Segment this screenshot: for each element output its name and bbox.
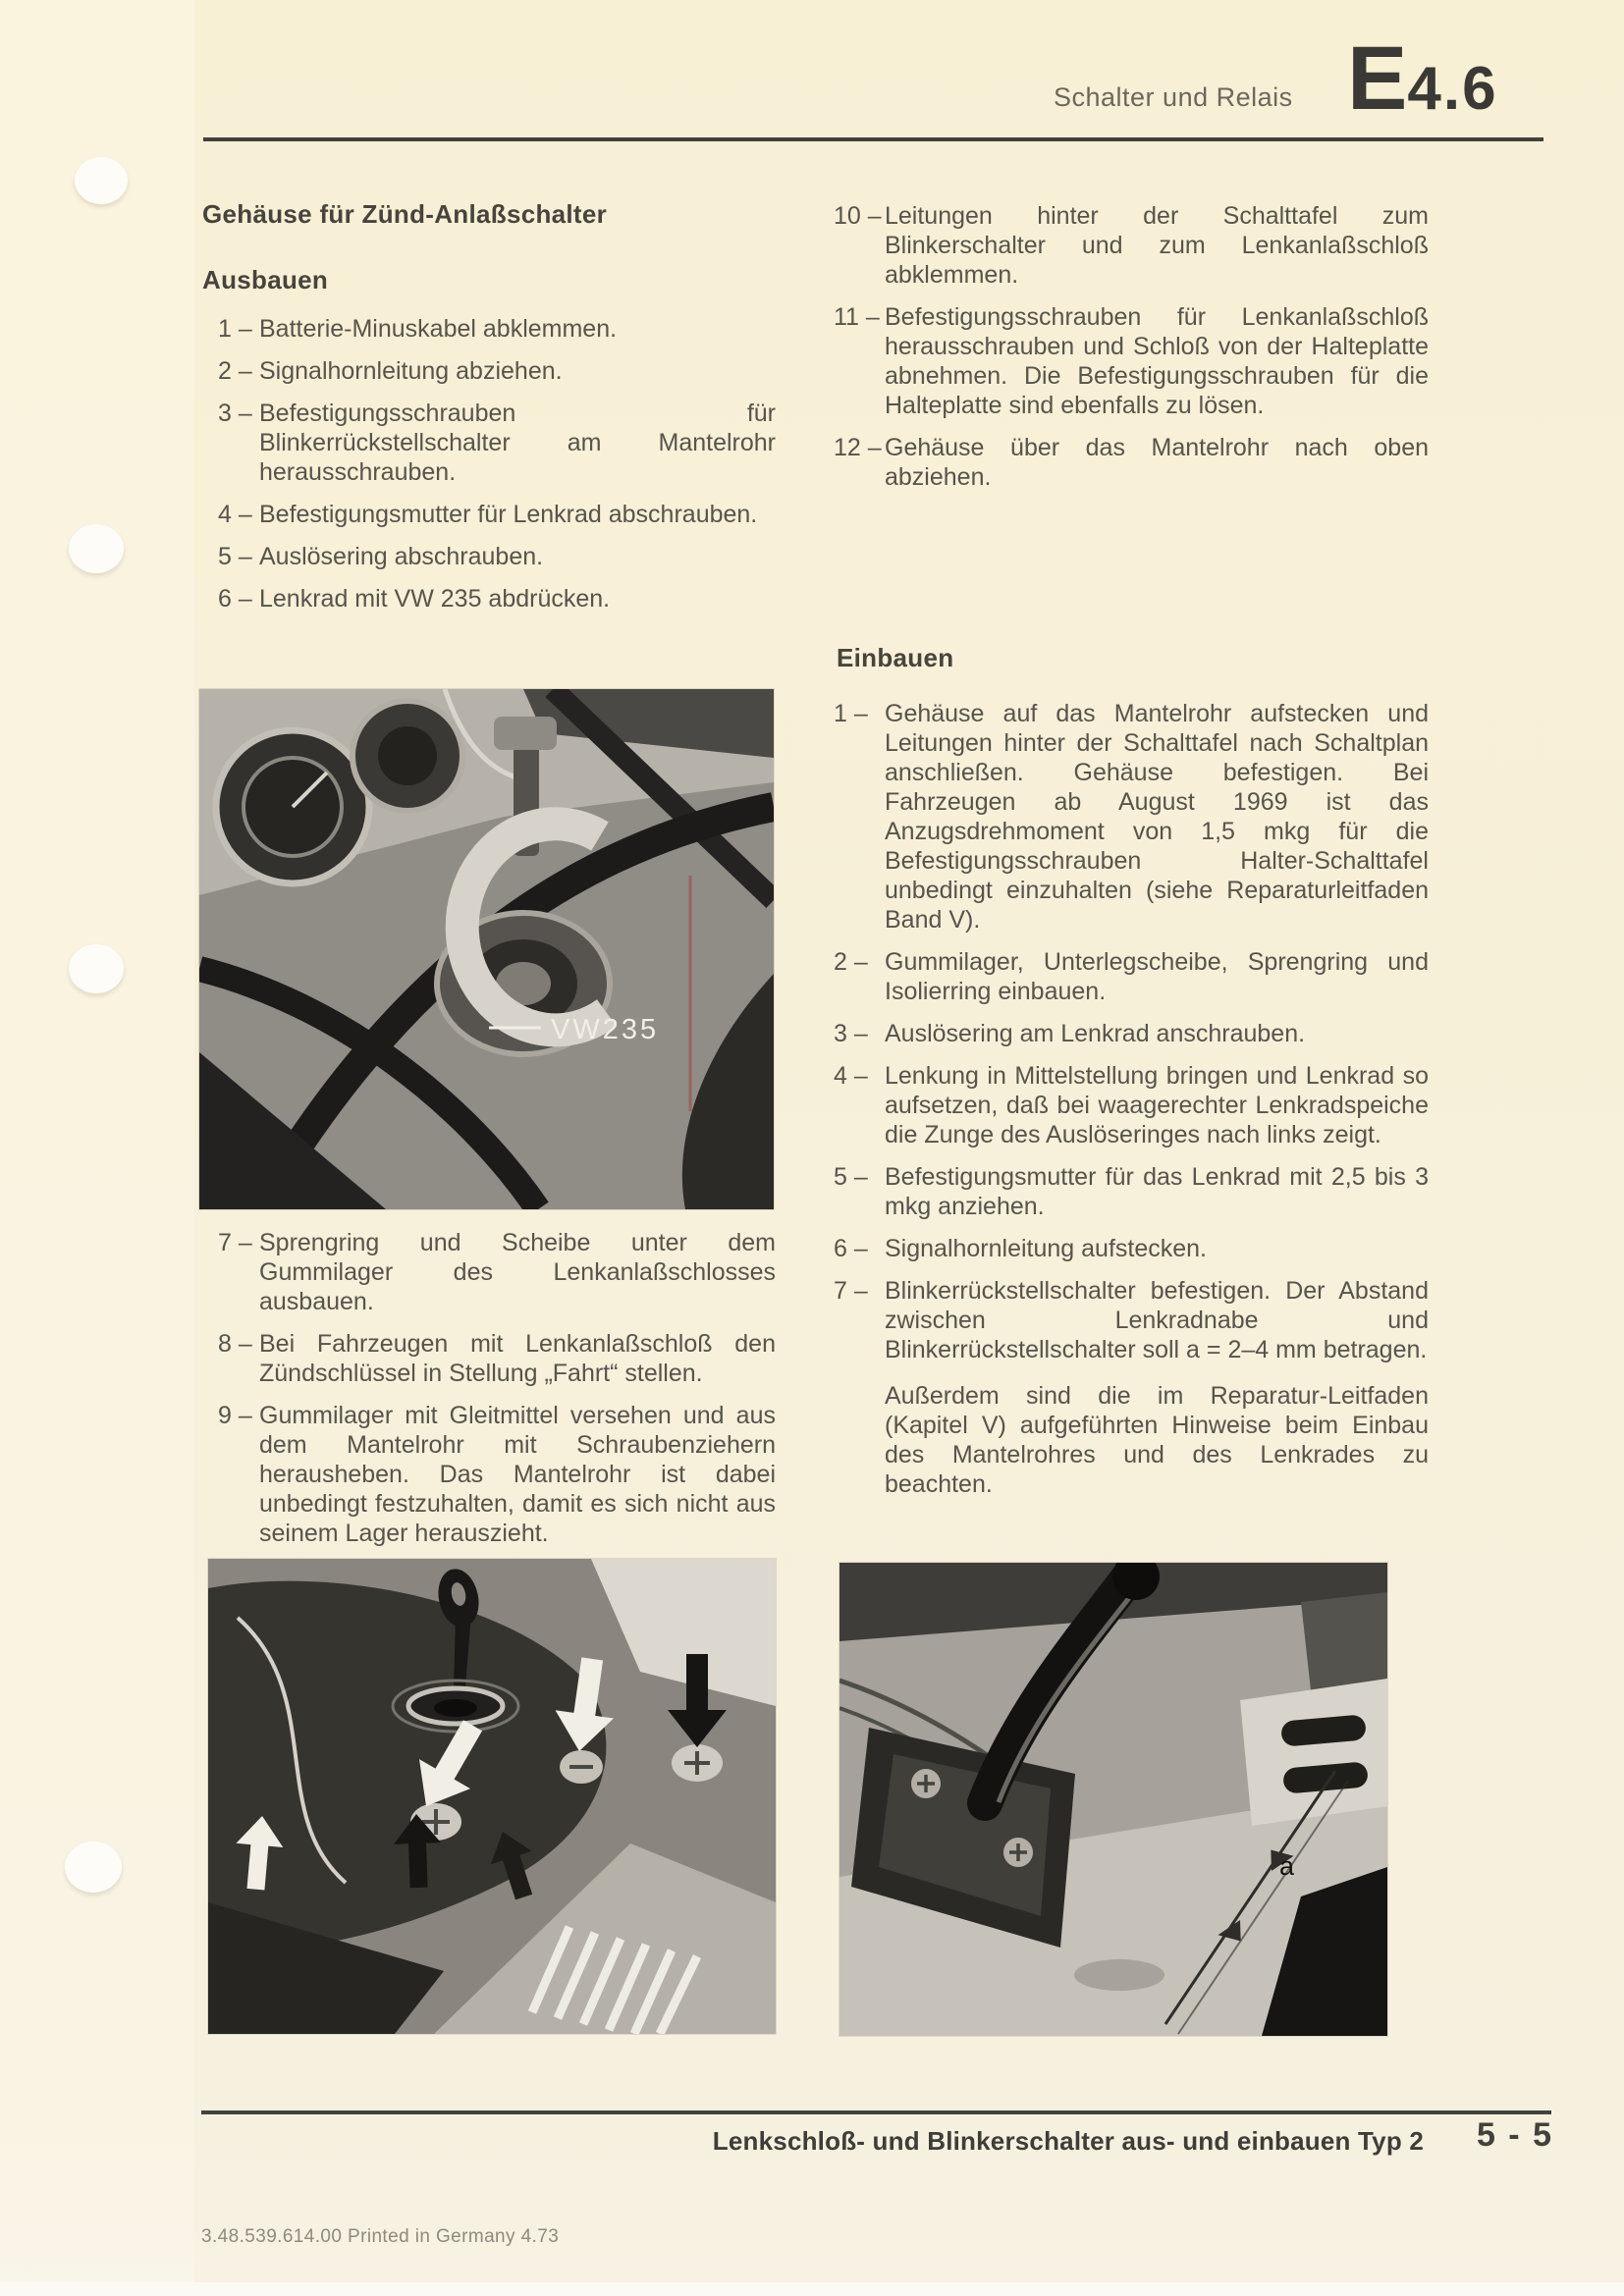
step-text: Signalhornleitung abziehen. <box>259 357 563 385</box>
page-number: 5 - 5 <box>1476 2116 1553 2154</box>
install-note: Außerdem sind die im Reparatur-Leitfaden (Kapitel V) aufgeführten Hinweise beim Einbau des Mantelrohres und des Lenkrades zu beachten. <box>885 1382 1429 1498</box>
step-item <box>834 201 1429 290</box>
step-number: 6 – <box>218 585 252 613</box>
photo-ignition-lock-screws-svg <box>208 1559 776 2034</box>
tool-number-label: VW235 <box>551 1014 660 1045</box>
step-text: Befestigungsschrauben für Blinkerrückstellschalter am Mantelrohr herausschrauben. <box>259 400 776 486</box>
step-text: Leitungen hinter der Schalttafel zum Blinkerschalter und zum Lenkanlaßschloß abklemmen. <box>885 202 1429 289</box>
step-item <box>834 1162 1429 1221</box>
header-rule <box>203 137 1543 141</box>
removal-steps-1-6 <box>202 314 776 626</box>
step-item <box>834 1276 1429 1364</box>
step-number: 3 – <box>218 400 252 427</box>
step-item <box>218 1401 776 1548</box>
step-text: Lenkrad mit VW 235 abdrücken. <box>259 585 611 613</box>
install-steps <box>834 699 1429 1499</box>
step-number: 6 – <box>834 1235 868 1262</box>
step-text: Sprengring und Scheibe unter dem Gummilager des Lenkanlaßschlosses ausbauen. <box>259 1229 776 1315</box>
step-item <box>834 947 1429 1006</box>
punch-hole <box>69 524 124 573</box>
step-item <box>218 399 776 487</box>
step-item <box>218 542 776 571</box>
step-text: Batterie-Minuskabel abklemmen. <box>259 315 618 343</box>
chapter-letter: E <box>1347 28 1408 129</box>
chapter-number: 4.6 <box>1407 55 1498 123</box>
punch-hole <box>69 944 124 993</box>
step-item <box>218 1228 776 1316</box>
step-text: Signalhornleitung aufstecken. <box>885 1235 1208 1262</box>
step-number: 1 – <box>834 700 868 727</box>
step-number: 8 – <box>218 1330 252 1358</box>
step-text: Befestigungsmutter für Lenkrad abschrauben. <box>259 501 758 528</box>
step-number: 1 – <box>218 315 252 343</box>
scan-edge <box>0 2282 1624 2296</box>
step-text: Befestigungsschrauben für Lenkanlaßschloß herausschrauben und Schloß von der Halteplatte abnehmen. Die Befestigungsschrauben für die Halteplatte sind ebenfalls zu lösen. <box>885 303 1429 419</box>
step-number: 4 – <box>834 1062 868 1090</box>
removal-steps-7-9 <box>202 1228 776 1561</box>
step-item <box>218 314 776 344</box>
step-text: Befestigungsmutter für das Lenkrad mit 2,5 bis 3 mkg anziehen. <box>885 1163 1429 1220</box>
step-item <box>834 1061 1429 1149</box>
step-item <box>834 1234 1429 1263</box>
step-item <box>218 500 776 529</box>
step-number: 7 – <box>218 1229 252 1256</box>
step-number: 9 – <box>218 1402 252 1429</box>
step-text: Auslösering am Lenkrad anschrauben. <box>885 1020 1306 1047</box>
step-number: 5 – <box>834 1163 868 1191</box>
step-number: 2 – <box>834 948 868 976</box>
step-text: Gehäuse über das Mantelrohr nach oben abziehen. <box>885 434 1429 491</box>
punch-hole <box>65 1842 122 1893</box>
step-item <box>834 1019 1429 1048</box>
step-number: 12 – <box>834 434 882 461</box>
punch-hole <box>75 157 128 204</box>
dimension-a-label: a <box>1279 1851 1295 1881</box>
step-text: Blinkerrückstellschalter befestigen. Der Abstand zwischen Lenkradnabe und Blinkerrückstellschalter soll a = 2–4 mm betragen. <box>885 1277 1429 1363</box>
step-item <box>218 584 776 614</box>
header-chapter-code <box>1347 29 1498 128</box>
step-number: 10 – <box>834 202 882 230</box>
step-number: 11 – <box>834 303 880 331</box>
photo-steering-wheel-puller <box>199 689 774 1209</box>
footer-rule <box>201 2110 1551 2114</box>
step-text: Gummilager mit Gleitmittel versehen und aus dem Mantelrohr mit Schraubenziehern herausheben. Das Mantelrohr ist dabei unbedingt festzuhalten, damit es sich nicht aus seinem Lager herauszieht. <box>259 1402 776 1547</box>
step-item <box>834 699 1429 934</box>
removal-steps-10-12 <box>834 201 1429 505</box>
page-margin <box>0 0 194 2296</box>
step-text: Gehäuse auf das Mantelrohr aufstecken und Leitungen hinter der Schalttafel nach Schaltplan anschließen. Gehäuse befestigen. Bei Fahrzeugen ab August 1969 ist das Anzugsdrehmoment von 1,5 mkg für die Befestigungsschrauben Halter-Schalttafel unbedingt einzuhalten (siehe Reparaturleitfaden Band V). <box>885 700 1429 934</box>
step-text: Auslösering abschrauben. <box>259 543 544 570</box>
footer-caption: Lenkschloß- und Blinkerschalter aus- und einbauen Typ 2 <box>712 2126 1424 2156</box>
step-number: 3 – <box>834 1020 868 1047</box>
page-title: Gehäuse für Zünd-Anlaßschalter <box>202 199 608 229</box>
step-text: Bei Fahrzeugen mit Lenkanlaßschloß den Zündschlüssel in Stellung „Fahrt“ stellen. <box>259 1330 776 1387</box>
install-heading: Einbauen <box>837 643 954 672</box>
photo-steering-wheel-puller-svg <box>199 689 774 1209</box>
step-text: Gummilager, Unterlegscheibe, Sprengring und Isolierring einbauen. <box>885 948 1429 1005</box>
photo-turn-signal-switch-gap <box>839 1563 1387 2036</box>
step-text: Lenkung in Mittelstellung bringen und Lenkrad so aufsetzen, daß bei waagerechter Lenkradspeiche die Zunge des Auslöseringes nach links zeigt. <box>885 1062 1429 1148</box>
header-section-title: Schalter und Relais <box>1054 82 1293 112</box>
step-number: 4 – <box>218 501 252 528</box>
step-number: 5 – <box>218 543 252 570</box>
step-item <box>834 302 1429 420</box>
photo-turn-signal-switch-gap-svg <box>839 1563 1387 2036</box>
step-item <box>218 1329 776 1388</box>
step-item <box>218 356 776 386</box>
print-code: 3.48.539.614.00 Printed in Germany 4.73 <box>201 2226 560 2247</box>
step-item <box>834 433 1429 492</box>
step-number: 2 – <box>218 357 252 385</box>
step-number: 7 – <box>834 1277 868 1305</box>
photo-ignition-lock-screws <box>208 1559 776 2034</box>
removal-heading: Ausbauen <box>202 265 329 294</box>
